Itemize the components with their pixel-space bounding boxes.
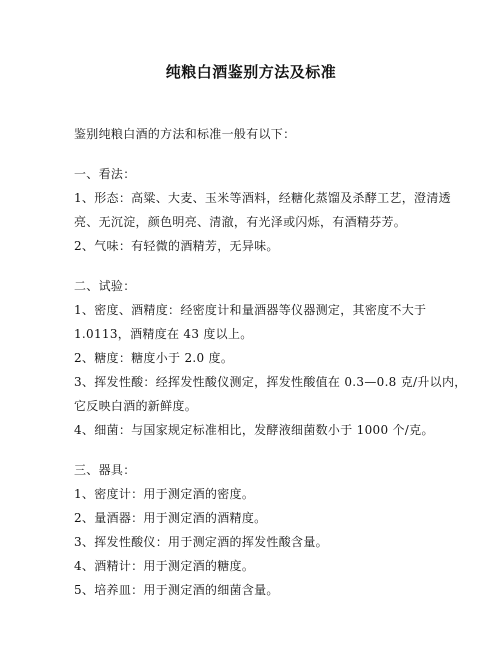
section-tools-line-2: 2、量酒器：用于测定酒的酒精度。 bbox=[74, 511, 267, 525]
section-tools-line-4: 4、酒精计：用于测定酒的糖度。 bbox=[74, 559, 255, 573]
section-test-line-5: 它反映白酒的新鲜度。 bbox=[74, 399, 198, 413]
section-heading-tools: 三、器具： bbox=[74, 463, 136, 477]
intro-line: 鉴别纯粮白酒的方法和标准一般有以下： bbox=[74, 127, 296, 141]
section-test-line-6: 4、细菌：与国家规定标准相比，发酵液细菌数小于 1000 个/克。 bbox=[74, 423, 434, 437]
section-tools-line-3: 3、挥发性酸仪：用于测定酒的挥发性酸含量。 bbox=[74, 535, 328, 549]
section-test-line-2: 1.0113，酒精度在 43 度以上。 bbox=[74, 327, 253, 341]
section-heading-test: 二、试验： bbox=[74, 279, 136, 293]
section-look-line-3: 2、气味：有轻微的酒精芳，无异味。 bbox=[74, 239, 279, 253]
section-look-line-1: 1、形态：高粱、大麦、玉米等酒料，经糖化蒸馏及杀酵工艺，澄清透 bbox=[74, 191, 451, 205]
section-heading-look: 一、看法： bbox=[74, 167, 136, 181]
section-tools-line-5: 5、培养皿：用于测定酒的细菌含量。 bbox=[74, 583, 279, 597]
section-test-line-3: 2、糖度：糖度小于 2.0 度。 bbox=[74, 351, 234, 365]
document-title: 纯粮白酒鉴别方法及标准 bbox=[165, 63, 337, 81]
section-tools-line-1: 1、密度计：用于测定酒的密度。 bbox=[74, 487, 255, 501]
section-test-line-1: 1、密度、酒精度：经密度计和量酒器等仪器测定，其密度不大于 bbox=[74, 303, 427, 317]
section-test-line-4: 3、挥发性酸：经挥发性酸仪测定，挥发性酸值在 0.3—0.8 克/升以内， bbox=[74, 375, 467, 389]
section-look-line-2: 亮、无沉淀，颜色明亮、清澈，有光泽或闪烁，有酒精芬芳。 bbox=[74, 215, 407, 229]
